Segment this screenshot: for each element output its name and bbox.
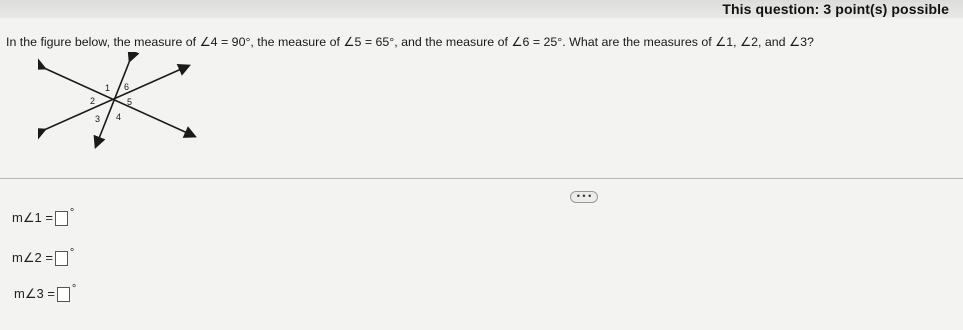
label-angle-1: 1 [105,83,111,93]
answer-label-angle-1: m∠1 = [12,210,53,225]
angle-5-given: ∠5 = 65° [343,35,395,49]
answer-row-angle-2 [12,247,75,266]
question-text [6,34,956,49]
label-angle-2: 2 [90,96,96,106]
target-angle-1: ∠1 [715,35,734,49]
top-bar [0,0,963,18]
answer-input-angle-3[interactable] [57,287,70,302]
line-vertical [96,60,133,146]
question-sep-2: , and [758,35,790,49]
angle-6-given: ∠6 = 25° [511,35,563,49]
answer-input-angle-2[interactable] [55,251,68,266]
label-angle-6: 6 [124,82,130,92]
angle-4-given: ∠4 = 90° [199,35,251,49]
answer-input-angle-1[interactable] [55,211,68,226]
target-angle-3: ∠3 [789,35,808,49]
points-possible-label: This question: 3 point(s) possible [722,1,949,17]
answer-label-angle-3: m∠3 = [14,286,55,301]
degree-unit: ° [71,283,77,295]
angle-figure [38,52,213,152]
answer-row-angle-3 [14,283,77,302]
label-angle-4: 4 [116,112,122,122]
question-mid-1: , the measure of [250,35,344,49]
answer-row-angle-1 [12,207,75,226]
question-mid-2: , and the measure of [394,35,512,49]
line-falling [44,68,194,136]
question-intro: In the figure below, the measure of [6,35,200,49]
section-divider [0,178,963,179]
question-sep-1: , [733,35,741,49]
target-angle-2: ∠2 [740,35,759,49]
degree-unit: ° [69,247,75,259]
question-end: ? [807,35,814,49]
label-angle-5: 5 [127,97,133,107]
more-options-button[interactable]: • • • [570,191,598,203]
question-ask: . What are the measures of [562,35,716,49]
label-angle-3: 3 [95,114,101,124]
answer-label-angle-2: m∠2 = [12,250,53,265]
degree-unit: ° [69,207,75,219]
